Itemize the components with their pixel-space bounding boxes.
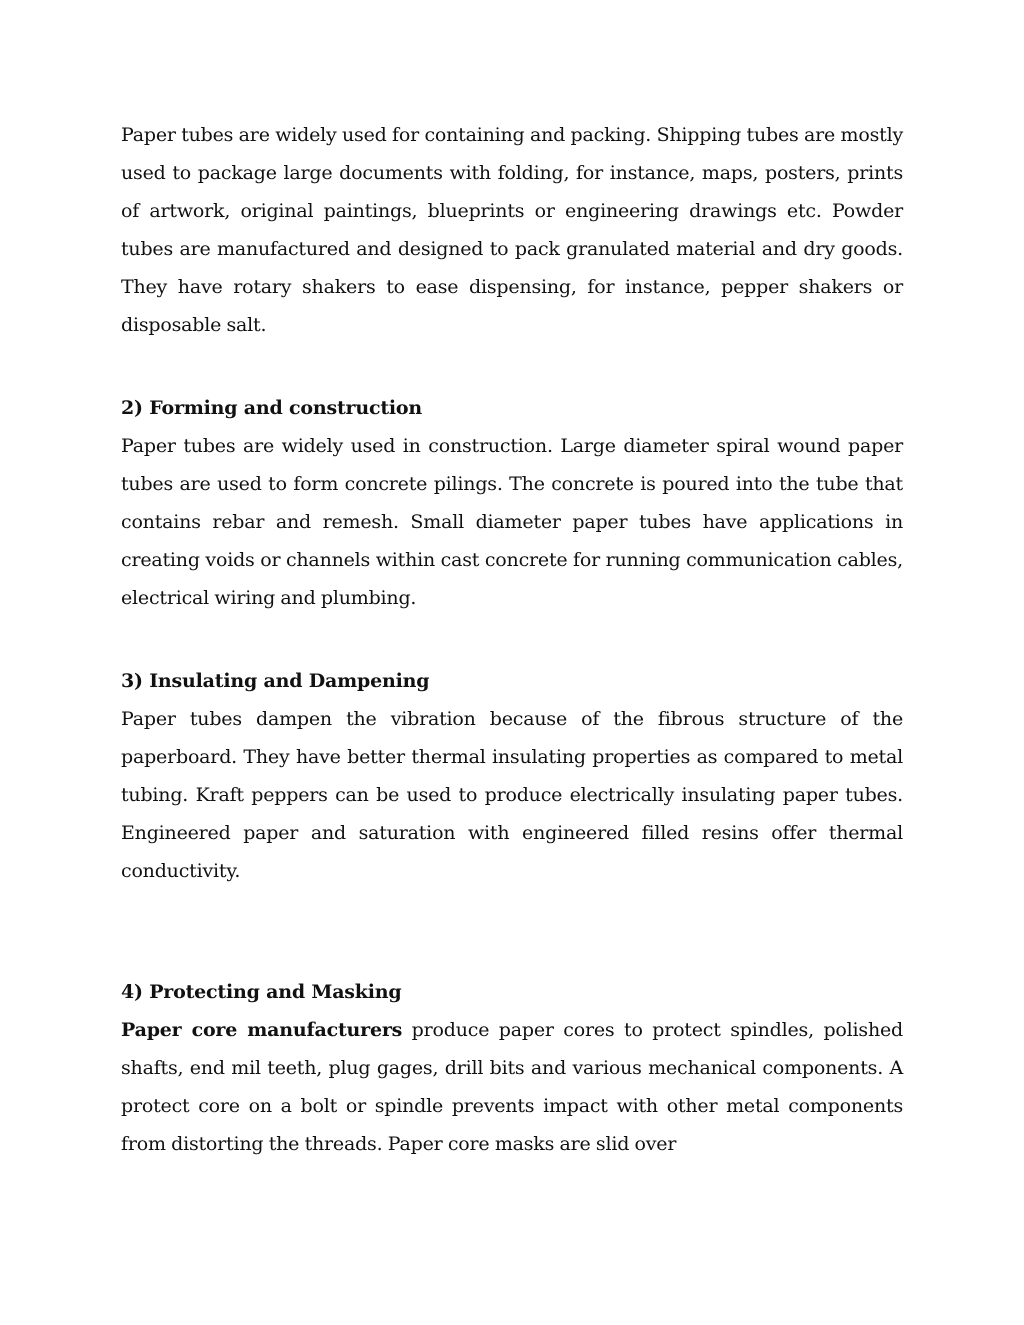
spacer [121,344,903,389]
intro-paragraph: Paper tubes are widely used for containing and packing. Shipping tubes are mostly used to package large documents with folding, for instance, maps, posters, prints of artwork, original paintings, blueprints or engineering drawings etc. Powder tubes are manufactured and designed to pack granulated material and dry goods. They have rotary shakers to ease dispensing, for instance, pepper shakers or disposable salt. [121,124,903,336]
section-heading-insulating: 3) Insulating and Dampening [121,670,430,692]
section-body-protecting [121,1011,903,1163]
spacer [121,890,903,973]
section-body-insulating: Paper tubes dampen the vibration because of the fibrous structure of the paperboard. They have better thermal insulating properties as compared to metal tubing. Kraft peppers can be used to produce electrically insulating paper tubes. Engineered paper and saturation with engineered filled resins offer thermal conductivity. [121,708,903,882]
bold-phrase: Paper core manufacturers [121,1019,403,1041]
section-heading-forming: 2) Forming and construction [121,397,423,419]
document-page [121,116,903,1163]
spacer [121,617,903,662]
section-body-forming: Paper tubes are widely used in construction. Large diameter spiral wound paper tubes are used to form concrete pilings. The concrete is poured into the tube that contains rebar and remesh. Small diameter paper tubes have applications in creating voids or channels within cast concrete for running communication cables, electrical wiring and plumbing. [121,435,903,609]
section-heading-protecting: 4) Protecting and Masking [121,981,402,1003]
section-body-protecting-text: produce paper cores to protect spindles, polished shafts, end mil teeth, plug gages, drill bits and various mechanical components. A protect core on a bolt or spindle prevents impact with other metal components from distorting the threads. Paper core masks are slid over [121,1019,903,1155]
